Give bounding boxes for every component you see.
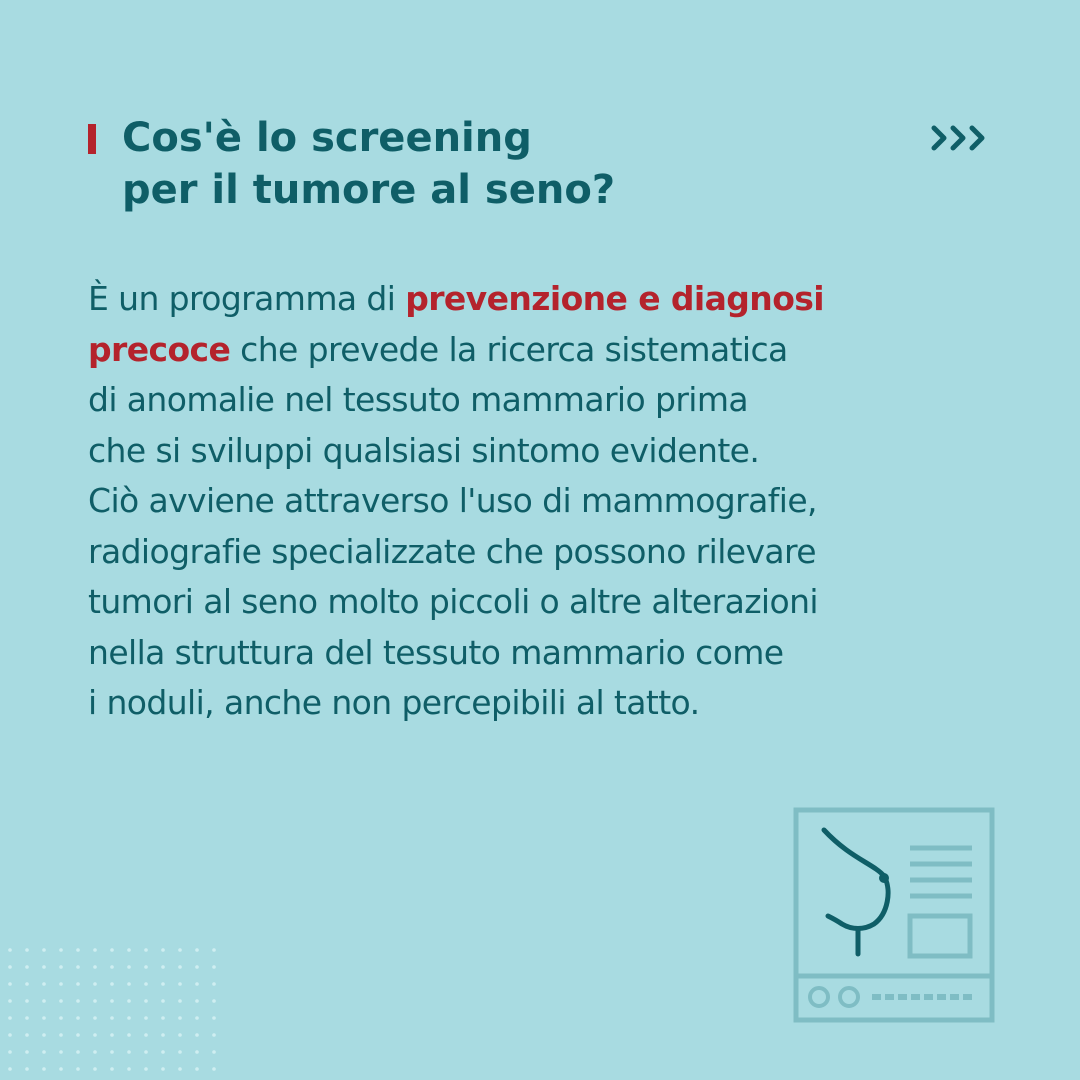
pattern-dot: [93, 965, 97, 969]
pattern-dot: [42, 1067, 46, 1071]
title-line-1: Cos'è lo screening: [122, 115, 532, 161]
pattern-dot: [59, 948, 63, 952]
pattern-dot: [144, 1016, 148, 1020]
pattern-dot: [59, 1016, 63, 1020]
pattern-dot: [161, 982, 165, 986]
pattern-dot: [59, 1067, 63, 1071]
pattern-dot: [42, 948, 46, 952]
pattern-dot: [178, 1067, 182, 1071]
pattern-dot: [144, 1050, 148, 1054]
pattern-dot: [8, 1033, 12, 1037]
pattern-dot: [42, 1016, 46, 1020]
chevrons-right-icon[interactable]: [928, 120, 998, 160]
body-line-6: radiografie specializzate che possono rilevare: [88, 531, 816, 571]
body-line-4: che si sviluppi qualsiasi sintomo evidente.: [88, 430, 760, 470]
pattern-dot: [76, 1033, 80, 1037]
pattern-dot: [178, 999, 182, 1003]
pattern-dot: [161, 1050, 165, 1054]
pattern-dot: [212, 948, 216, 952]
pattern-dot: [42, 1033, 46, 1037]
pattern-dot: [161, 965, 165, 969]
pattern-dot: [8, 965, 12, 969]
pattern-dot: [76, 965, 80, 969]
pattern-dot: [110, 1033, 114, 1037]
pattern-dot: [42, 982, 46, 986]
pattern-dot: [127, 1050, 131, 1054]
pattern-dot: [25, 1033, 29, 1037]
pattern-dot: [93, 1033, 97, 1037]
pattern-dot: [76, 1050, 80, 1054]
pattern-dot: [144, 1033, 148, 1037]
pattern-dot: [76, 948, 80, 952]
pattern-dot: [76, 999, 80, 1003]
pattern-dot: [93, 948, 97, 952]
pattern-dot: [195, 982, 199, 986]
body-line-7: tumori al seno molto piccoli o altre alterazioni: [88, 582, 818, 621]
body-line-1: [88, 274, 988, 325]
body-line-8: nella struttura del tessuto mammario come: [88, 632, 784, 672]
title-line-2: per il tumore al seno?: [122, 167, 616, 213]
pattern-dot: [178, 1033, 182, 1037]
body-line-9: i noduli, anche non percepibili al tatto.: [88, 683, 700, 722]
pattern-dot: [110, 965, 114, 969]
pattern-dot: [110, 1067, 114, 1071]
pattern-dot: [93, 1050, 97, 1054]
pattern-dot: [76, 1067, 80, 1071]
pattern-dot: [25, 982, 29, 986]
pattern-dot: [127, 982, 131, 986]
pattern-dot: [195, 999, 199, 1003]
pattern-dot: [42, 965, 46, 969]
pattern-dot: [195, 1050, 199, 1054]
pattern-dot: [59, 965, 63, 969]
pattern-dot: [59, 1033, 63, 1037]
pattern-dot: [25, 965, 29, 969]
pattern-dot: [212, 1050, 216, 1054]
pattern-dot: [195, 948, 199, 952]
pattern-dot: [25, 999, 29, 1003]
pattern-dot: [110, 982, 114, 986]
pattern-dot: [76, 1016, 80, 1020]
body-text-segment: È un programma di: [88, 279, 406, 318]
mammography-machine-icon: [792, 806, 996, 1024]
pattern-dot: [144, 948, 148, 952]
pattern-dot: [25, 1050, 29, 1054]
title-accent-bar: [88, 124, 96, 154]
pattern-dot: [212, 1067, 216, 1071]
pattern-dot: [8, 999, 12, 1003]
pattern-dot: [110, 1050, 114, 1054]
pattern-dot: [76, 982, 80, 986]
pattern-dot: [93, 982, 97, 986]
pattern-dot: [212, 982, 216, 986]
pattern-dot: [195, 1067, 199, 1071]
body-paragraph: [88, 274, 988, 729]
pattern-dot: [127, 1067, 131, 1071]
highlight-early: precoce: [88, 329, 231, 369]
pattern-dot: [93, 999, 97, 1003]
pattern-dot: [144, 999, 148, 1003]
pattern-dot: [25, 1016, 29, 1020]
pattern-dot: [8, 982, 12, 986]
body-line-5: Ciò avviene attraverso l'uso di mammografie,: [88, 481, 817, 520]
pattern-dot: [195, 965, 199, 969]
pattern-dot: [110, 1016, 114, 1020]
pattern-dot: [212, 1016, 216, 1020]
pattern-dot: [127, 1033, 131, 1037]
pattern-dot: [212, 999, 216, 1003]
pattern-dot: [144, 965, 148, 969]
pattern-dot: [178, 948, 182, 952]
pattern-dot: [144, 1067, 148, 1071]
pattern-dot: [127, 965, 131, 969]
pattern-dot: [161, 948, 165, 952]
pattern-dot: [8, 1067, 12, 1071]
body-text-segment: che prevede la ricerca sistematica: [230, 329, 788, 369]
page-title: [122, 112, 822, 216]
pattern-dot: [8, 948, 12, 952]
pattern-dot: [59, 999, 63, 1003]
pattern-dot: [110, 999, 114, 1003]
pattern-dot: [161, 999, 165, 1003]
pattern-dot: [25, 1067, 29, 1071]
pattern-dot: [178, 1016, 182, 1020]
pattern-dot: [59, 1050, 63, 1054]
pattern-dot: [161, 1033, 165, 1037]
pattern-dot: [178, 965, 182, 969]
pattern-dot: [178, 1050, 182, 1054]
pattern-dot: [161, 1016, 165, 1020]
pattern-dot: [195, 1016, 199, 1020]
pattern-dot: [25, 948, 29, 952]
pattern-dot: [93, 1067, 97, 1071]
pattern-dot: [144, 982, 148, 986]
pattern-dot: [110, 948, 114, 952]
pattern-dot: [127, 1016, 131, 1020]
highlight-prevention: prevenzione e diagnosi: [405, 279, 825, 318]
pattern-dot: [212, 1033, 216, 1037]
pattern-dot: [42, 1050, 46, 1054]
pattern-dot: [93, 1016, 97, 1020]
body-line-2: [88, 325, 988, 376]
body-line-3: di anomalie nel tessuto mammario prima: [88, 380, 749, 419]
pattern-dot: [195, 1033, 199, 1037]
dot-grid-pattern: [0, 944, 230, 1080]
pattern-dot: [178, 982, 182, 986]
pattern-dot: [161, 1067, 165, 1071]
pattern-dot: [8, 1050, 12, 1054]
pattern-dot: [42, 999, 46, 1003]
pattern-dot: [59, 982, 63, 986]
pattern-dot: [8, 1016, 12, 1020]
pattern-dot: [127, 999, 131, 1003]
pattern-dot: [212, 965, 216, 969]
pattern-dot: [127, 948, 131, 952]
